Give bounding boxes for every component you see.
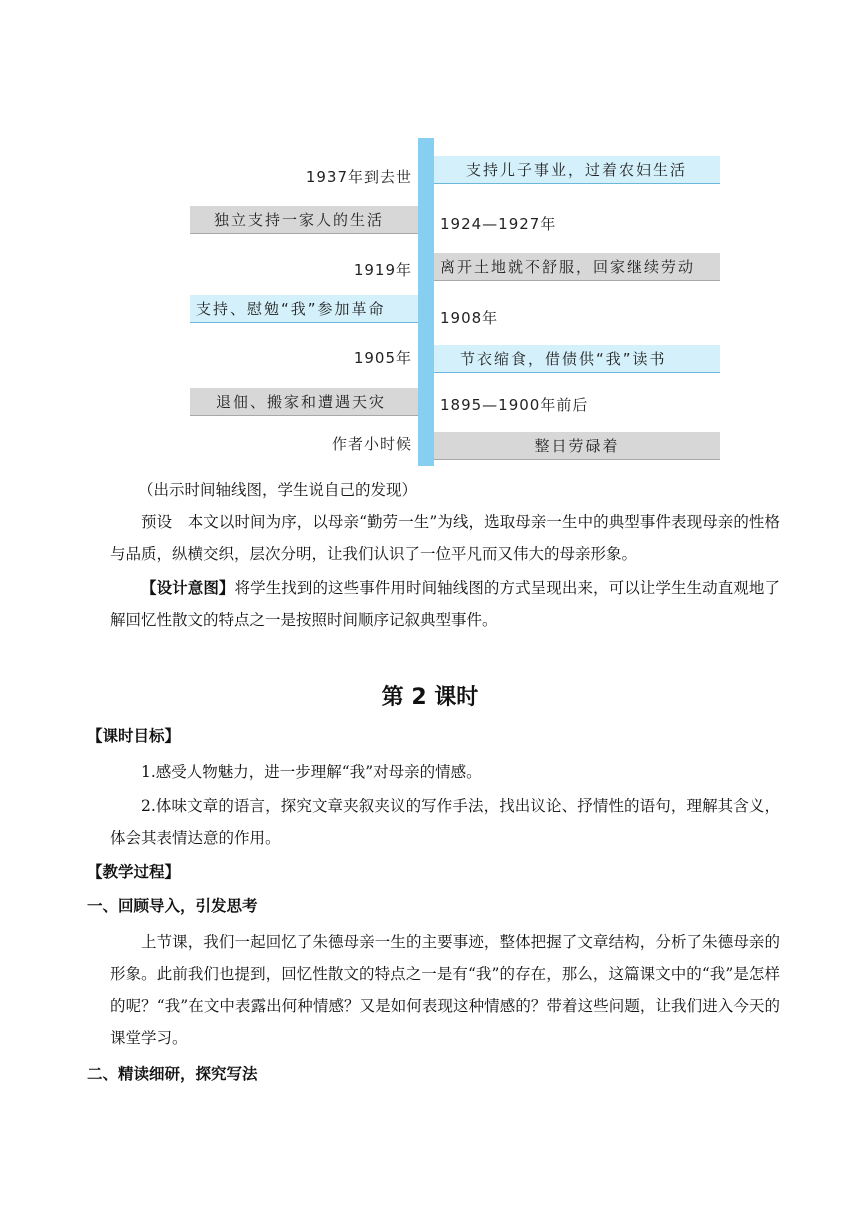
timeline-event-box: 退佃、搬家和遭遇天灾	[190, 388, 418, 416]
timeline-event-box: 离开土地就不舒服，回家继续劳动	[434, 253, 720, 281]
design-intent-paragraph	[110, 572, 780, 636]
timeline-date: 1895—1900年前后	[440, 396, 589, 414]
timeline-diagram	[0, 0, 860, 470]
section-heading: 二、精读细研，探究写法	[87, 1065, 258, 1083]
timeline-date: 1908年	[440, 309, 499, 327]
goal-item: 1.感受人物魅力，进一步理解“我”对母亲的情感。	[141, 763, 482, 781]
preset-paragraph: 预设 本文以时间为序，以母亲“勤劳一生”为线，选取母亲一生中的典型事件表现母亲的性格与品质，纵横交织，层次分明，让我们认识了一位平凡而又伟大的母亲形象。	[110, 513, 780, 563]
goals-heading: 【课时目标】	[87, 727, 181, 745]
timeline-event-box: 整日劳碌着	[434, 432, 720, 460]
goal-item: 2.体味文章的语言，探究文章夹叙夹议的写作手法，找出议论、抒情性的语句，理解其含义，体会其表情达意的作用。	[110, 797, 780, 847]
design-intent-text: 将学生找到的这些事件用时间轴线图的方式呈现出来，可以让学生生动直观地了解回忆性散文的特点之一是按照时间顺序记叙典型事件。	[110, 579, 780, 629]
timeline-date: 1924—1927年	[440, 215, 557, 233]
section-heading: 一、回顾导入，引发思考	[87, 897, 258, 915]
timeline-axis	[418, 138, 434, 466]
lesson-title: 第 2 课时	[381, 685, 479, 710]
timeline-date: 1937年到去世	[305, 168, 412, 186]
section-paragraph: 上节课，我们一起回忆了朱德母亲一生的主要事迹，整体把握了文章结构，分析了朱德母亲的形象。此前我们也提到，回忆性散文的特点之一是有“我”的存在，那么，这篇课文中的“我”是怎样的呢？“我”在文中表露出何种情感？又是如何表现这种情感的？带着这些问题，让我们进入今天的课堂学习。	[110, 933, 780, 1047]
process-heading: 【教学过程】	[87, 863, 181, 881]
timeline-event-box: 独立支持一家人的生活	[190, 206, 418, 234]
design-intent-label: 【设计意图】	[141, 579, 235, 597]
timeline-date: 作者小时候	[331, 435, 412, 453]
figure-caption: （出示时间轴线图，学生说自己的发现）	[138, 481, 418, 499]
timeline-date: 1905年	[353, 349, 412, 367]
timeline-event-box: 支持儿子事业，过着农妇生活	[434, 156, 720, 184]
timeline-event-box: 节衣缩食，借债供“我”读书	[434, 345, 720, 373]
timeline-date: 1919年	[353, 261, 412, 279]
timeline-event-box: 支持、慰勉“我”参加革命	[190, 295, 418, 323]
